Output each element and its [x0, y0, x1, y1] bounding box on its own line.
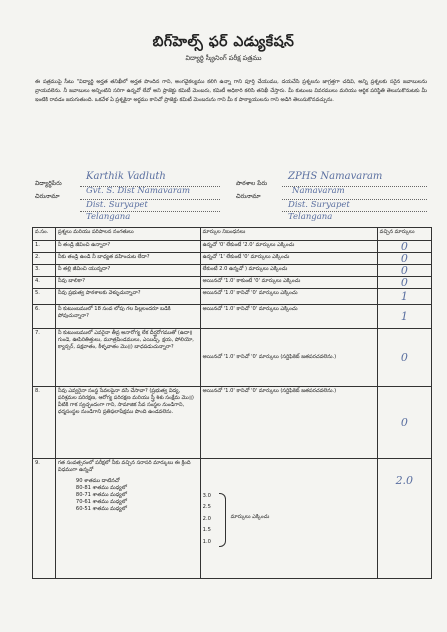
address-value-2[interactable]: Dist. Suryapet [86, 200, 148, 210]
row-number: 3. [33, 265, 56, 277]
header-marking-rules: మార్కుల నిబంధనలు [200, 228, 377, 241]
row-number: 2. [33, 253, 56, 265]
table-row [33, 241, 432, 253]
school-name-value[interactable]: ZPHS Namavaram [288, 171, 383, 182]
row-rule: అయినచో '1.0' కాకుంటే '0' మార్కులు ఎక్కించు [200, 277, 377, 289]
address-label: చిరునామా [35, 193, 60, 200]
screening-table [32, 227, 432, 579]
row-question [55, 459, 200, 579]
table-row [33, 253, 432, 265]
table-row [33, 305, 432, 329]
header-serial: వ.సం. [33, 228, 56, 241]
address-value-3[interactable]: Telangana [86, 212, 131, 222]
document-subtitle: విద్యార్థి స్క్రీనింగ్ పరీక్ష పత్రము [185, 54, 262, 62]
marks-scale [203, 489, 375, 549]
row-question: నీవు బాలికా? [55, 277, 200, 289]
school-address-label: చిరునామా [236, 193, 261, 200]
row-number: 6. [33, 305, 56, 329]
table-row [33, 265, 432, 277]
row-rule: ఉన్నచో '1' లేకుంటే '0' మార్కులు ఎక్కించు [200, 253, 377, 265]
row-answer[interactable]: 1 [377, 305, 431, 329]
table-row [33, 289, 432, 305]
row-rule: ఉన్నచో '0' లేకుంటే '2.0' మార్కులు ఎక్కించు [200, 241, 377, 253]
header-marks-obtained: వచ్చిన మార్కులు [377, 228, 431, 241]
row-rule: అయినచో '1.0' కానిచో '0' మార్కులు (సర్టిఫికెట్ జతపరచవలెను.) [200, 329, 377, 387]
row-rule: అయినచో '1.0' కానిచో '0' మార్కులు (సర్టిఫికెట్ జతపరచవలెను.) [200, 387, 377, 459]
row-number: 4. [33, 277, 56, 289]
table-row [33, 387, 432, 459]
row-answer[interactable]: 1 [377, 289, 431, 305]
row-question: నీవు ఎవ్వరైనా సంస్థ సేవలపైనా వసి చేసావా? (ప్రభుత్వ విద్య, పరిశ్రమల పరిరక్షణ, ఆరోగ్య పరిరక్షణ మరియు స్త్రీ శిశు సంక్షేమ మొ॥) వీటికి గాక స్వచ్ఛందంగా గాని, సామాజిక సేవ సంస్థల నుండిగాని, ధర్మసంస్థల నుండిగాని ప్రతిఫలాపేక్షము పొంది ఉండవలెను. [55, 387, 200, 459]
row-question: నీ తల్లి జీవించి యున్నదా? [55, 265, 200, 277]
row-answer[interactable]: 0 [377, 277, 431, 289]
table-row [33, 277, 432, 289]
row-question: నీకు తండ్రి ఉండి నీ బాధ్యత వహించుట లేదా? [55, 253, 200, 265]
school-name-label: పాఠశాల పేరు [236, 180, 268, 187]
row-rule: అయినచో '1.0' కానిచో '0' మార్కులు ఎక్కించు [200, 289, 377, 305]
row-answer[interactable]: 2.0 [377, 459, 431, 579]
row-rule: అయినచో '1.0' కానిచో '0' మార్కులు ఎక్కించు [200, 305, 377, 329]
mark-value: 2.0 [202, 515, 211, 522]
row-number: 8. [33, 387, 56, 459]
row-answer[interactable]: 0 [377, 265, 431, 277]
instructions-paragraph: ఈ పత్రముపై సీటు "విద్యార్థి అర్హత తనిఖీలో అర్హత పొందిన గాని, అంగవైకల్యము కలిగి ఉన్నా గాని పూర్తి చేయుము, దయచేసి ప్రశ్నలను జాగ్రత్తగా చదివి, అన్ని ప్రశ్నలకు సరైన జవాబులను వ్రాయవలెను. నీ జవాబులు అన్నింటిని సరిగా ఉన్నవో లేవో అని ప్రాజెక్టు కమిటీ మెంబరు, కమిటీ అధికారి కలిసి తనిఖీ చేస్తారు. మీ కుటుంబ వివరములు మరియు ఆర్థిక పరిస్థితి తెలుసుకొనుటకు మీ ఇంటికి రావడం జరుగుతుంది. ఒకవేళ ఏ ప్రశ్నకైనా అర్థము కానిచో ప్రాజెక్టు కమిటీ మెంబరును గాని మీ క పాఠ్యాయులను గాని అడిగి తెలుసుకొనవచ్చును. [35, 79, 427, 104]
address-value-1[interactable]: Gvt. S. Dist Namavaram [86, 186, 191, 196]
row-number: 7. [33, 329, 56, 387]
mark-value: 1.0 [202, 538, 211, 545]
brace-shape [219, 493, 226, 547]
row-question: నీ తండ్రి జీవించి ఉన్నారా? [55, 241, 200, 253]
header-questions: ప్రశ్నలు మరియు పరిపాలన నంగతులు [55, 228, 200, 241]
row-question: నీ కుటుంబములో ఎవరైనా తీవ్ర అనారోగ్య లేక దీర్ఘరోగముతో (ఉదా॥ గుండె, ఊపిరితిత్తులు, మూత్రపిండములు, ఎయిడ్స్, క్షయ, పోలియో, క్యాన్సర్, పక్షవాతం, కీళ్ళవాతం మొ॥) బాధపడుచున్నారా? [55, 329, 200, 387]
mark-value: 3.0 [202, 492, 211, 499]
school-address-value-2[interactable]: Dist. Suryapet [288, 200, 350, 210]
mark-value: 2.5 [202, 504, 211, 511]
row-rule: లేకుంటే 2.0 ఉన్నచో ) మార్కులు ఎక్కించు [200, 265, 377, 277]
score-band: 70-61 శాతము మధ్యలో [75, 499, 127, 505]
table-header-row [33, 228, 432, 241]
document-title: బిగ్‌హెల్స్ ఫర్ ఎడ్యుకేషన్ [152, 34, 295, 50]
student-name-value[interactable]: Karthik Vadluth [86, 171, 166, 182]
row-number: 1. [33, 241, 56, 253]
row-answer[interactable]: 0 [377, 329, 431, 387]
score-question-text: గత సంవత్సరంలో పరీక్షలో నీకు వచ్చిన సరాసరి మార్కులు ఈ క్రింది విధముగా ఉన్నచో [57, 460, 191, 473]
score-band: 80-81 శాతము మధ్యలో [75, 485, 127, 491]
mark-value: 1.5 [202, 527, 211, 534]
marks-scale-values [203, 491, 211, 549]
score-band: 90 శాతము దాటినచో [75, 478, 120, 484]
table-row [33, 459, 432, 579]
school-address-value-1[interactable]: Namavaram [292, 186, 345, 196]
row-question: నీవు ప్రభుత్వ పాఠశాలకు వెళ్ళుచున్నావా? [55, 289, 200, 305]
table-row [33, 329, 432, 387]
row-answer[interactable]: 0 [377, 241, 431, 253]
school-address-value-3[interactable]: Telangana [288, 212, 333, 222]
row-answer[interactable]: 0 [377, 387, 431, 459]
row-rule [200, 459, 377, 579]
marks-rule-text: మార్కులు ఎక్కించు [230, 513, 270, 520]
score-band: 60-51 శాతము మధ్యలో [75, 506, 127, 512]
score-band: 80-71 శాతము మధ్యలో [75, 492, 127, 498]
row-answer[interactable]: 0 [377, 253, 431, 265]
row-number: 5. [33, 289, 56, 305]
student-name-label: విద్యార్థిపేరు [35, 180, 62, 187]
row-number: 9. [33, 459, 56, 579]
row-question: నీ కుటుంబములో 18 సంవ లోపు గల పిల్లలందరూ బడికి పోవుచున్నారా? [55, 305, 200, 329]
